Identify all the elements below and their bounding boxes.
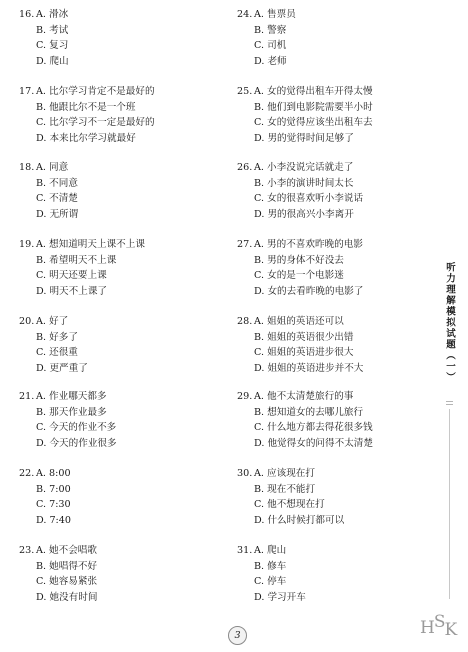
option-text: C. 女的是一个电影迷 <box>254 270 344 282</box>
question-number: 26. <box>237 162 253 173</box>
answer-option <box>237 54 437 70</box>
option-text: D. 男的觉得时间足够了 <box>254 132 354 144</box>
answer-option <box>237 207 437 223</box>
option-text: D. 什么时候打都可以 <box>254 514 345 526</box>
question-item <box>19 7 219 69</box>
question-item <box>237 389 437 451</box>
side-rule-line <box>449 409 450 599</box>
answer-option <box>19 543 219 559</box>
answer-option <box>237 405 437 421</box>
answer-option <box>19 84 219 100</box>
option-text: A. 小李没说完话就走了 <box>254 162 354 173</box>
answer-option <box>237 115 437 131</box>
answer-option <box>19 253 219 269</box>
option-text: D. 他觉得女的问得不太清楚 <box>254 437 373 449</box>
question-number: 30. <box>237 468 253 479</box>
option-text: D. 她没有时间 <box>36 591 98 603</box>
answer-option <box>19 345 219 361</box>
option-text: D. 学习开车 <box>254 591 306 603</box>
option-text: A. 滑冰 <box>36 9 69 20</box>
question-number: 31. <box>237 545 253 556</box>
hsk-logo: HSK <box>420 612 457 640</box>
option-text: B. 现在不能打 <box>254 483 316 495</box>
option-text: C. 司机 <box>254 40 287 52</box>
option-text: D. 爬山 <box>36 55 69 67</box>
answer-option <box>237 38 437 54</box>
question-number: 25. <box>237 86 253 97</box>
title-rule <box>446 401 453 402</box>
option-text: C. 女的很喜欢听小李说话 <box>254 193 364 205</box>
answer-option <box>237 466 437 482</box>
option-text: A. 好了 <box>36 316 69 327</box>
answer-option <box>237 513 437 529</box>
option-text: A. 想知道明天上课不上课 <box>36 239 145 250</box>
question-item <box>19 237 219 299</box>
option-text: A. 他不太清楚旅行的事 <box>254 391 354 402</box>
option-text: B. 那天作业最多 <box>36 406 107 418</box>
option-text: A. 爬山 <box>254 545 287 556</box>
option-text: A. 8:00 <box>36 468 71 479</box>
answer-option <box>237 84 437 100</box>
answer-option <box>237 268 437 284</box>
page-number: 3 <box>228 626 247 645</box>
option-text: A. 姐姐的英语还可以 <box>254 316 344 327</box>
answer-option <box>19 314 219 330</box>
answer-option <box>19 420 219 436</box>
question-item <box>237 7 437 69</box>
option-text: A. 作业哪天都多 <box>36 391 107 402</box>
answer-option <box>237 131 437 147</box>
question-number: 22. <box>19 468 35 479</box>
answer-option <box>237 191 437 207</box>
option-text: B. 好多了 <box>36 331 78 343</box>
option-text: D. 男的很高兴小李离开 <box>254 208 354 220</box>
answer-option <box>237 7 437 23</box>
question-number: 18. <box>19 162 35 173</box>
option-text: B. 警察 <box>254 24 287 36</box>
option-text: C. 不清楚 <box>36 193 78 205</box>
question-item <box>237 237 437 299</box>
answer-option <box>237 284 437 300</box>
title-rule <box>446 404 453 405</box>
option-text: C. 比尔学习不一定是最好的 <box>36 117 155 129</box>
question-item <box>19 314 219 376</box>
question-item <box>237 84 437 146</box>
answer-option <box>237 237 437 253</box>
option-text: A. 同意 <box>36 162 69 173</box>
option-text: B. 姐姐的英语很少出错 <box>254 331 354 343</box>
answer-option <box>237 590 437 606</box>
option-text: C. 姐姐的英语进步很大 <box>254 347 354 359</box>
answer-option <box>19 176 219 192</box>
answer-option <box>19 590 219 606</box>
question-number: 21. <box>19 391 35 402</box>
answer-option <box>19 389 219 405</box>
question-item <box>19 160 219 222</box>
question-number: 20. <box>19 316 35 327</box>
answer-option <box>237 100 437 116</box>
question-number: 23. <box>19 545 35 556</box>
question-item <box>19 543 219 605</box>
option-text: C. 7:30 <box>36 499 71 511</box>
answer-option <box>237 482 437 498</box>
option-text: A. 比尔学习肯定不是最好的 <box>36 86 155 97</box>
option-text: D. 姐姐的英语进步并不大 <box>254 362 364 374</box>
option-text: D. 老师 <box>254 55 287 67</box>
answer-option <box>19 7 219 23</box>
option-text: C. 还很重 <box>36 347 78 359</box>
answer-option <box>19 38 219 54</box>
answer-option <box>237 420 437 436</box>
answer-option <box>19 131 219 147</box>
option-text: D. 今天的作业很多 <box>36 437 117 449</box>
option-text: B. 他跟比尔不是一个班 <box>36 101 136 113</box>
answer-option <box>19 237 219 253</box>
option-text: B. 不同意 <box>36 177 78 189</box>
answer-option <box>237 543 437 559</box>
option-text: C. 停车 <box>254 576 287 588</box>
question-item <box>237 160 437 222</box>
option-text: B. 考试 <box>36 24 69 36</box>
answer-option <box>237 559 437 575</box>
answer-option <box>237 330 437 346</box>
question-number: 16. <box>19 9 35 20</box>
answer-option <box>19 100 219 116</box>
option-text: A. 她不会唱歌 <box>36 545 97 556</box>
option-text: B. 希望明天不上课 <box>36 254 117 266</box>
answer-option <box>237 389 437 405</box>
option-text: A. 女的觉得出租车开得太慢 <box>254 86 373 97</box>
option-text: D. 女的去看昨晚的电影了 <box>254 285 364 297</box>
answer-option <box>237 253 437 269</box>
answer-option <box>237 23 437 39</box>
option-text: D. 本来比尔学习就最好 <box>36 132 136 144</box>
answer-option <box>19 513 219 529</box>
answer-option <box>19 115 219 131</box>
question-item <box>237 466 437 528</box>
answer-option <box>19 361 219 377</box>
option-text: A. 应该现在打 <box>254 468 315 479</box>
answer-option <box>237 345 437 361</box>
question-number: 28. <box>237 316 253 327</box>
answer-option <box>19 330 219 346</box>
answer-option <box>19 405 219 421</box>
question-item <box>19 389 219 451</box>
option-text: D. 更严重了 <box>36 362 88 374</box>
option-text: B. 想知道女的去哪儿旅行 <box>254 406 364 418</box>
answer-option <box>19 497 219 513</box>
answer-option <box>19 466 219 482</box>
option-text: B. 男的身体不好没去 <box>254 254 344 266</box>
answer-option <box>237 160 437 176</box>
option-text: D. 7:40 <box>36 514 71 526</box>
question-number: 24. <box>237 9 253 20</box>
question-number: 27. <box>237 239 253 250</box>
option-text: B. 小李的演讲时间太长 <box>254 177 354 189</box>
answer-option <box>19 23 219 39</box>
option-text: C. 明天还要上课 <box>36 270 107 282</box>
question-item <box>19 84 219 146</box>
answer-option <box>19 436 219 452</box>
option-text: C. 他不想现在打 <box>254 499 325 511</box>
option-text: A. 售票员 <box>254 9 296 20</box>
answer-option <box>19 191 219 207</box>
option-text: B. 他们到电影院需要半小时 <box>254 101 373 113</box>
option-text: C. 什么地方都去得花很多钱 <box>254 422 373 434</box>
question-item <box>237 314 437 376</box>
option-text: C. 今天的作业不多 <box>36 422 117 434</box>
answer-option <box>19 284 219 300</box>
answer-option <box>19 268 219 284</box>
option-text: B. 修车 <box>254 560 287 572</box>
answer-option <box>19 54 219 70</box>
option-text: D. 无所谓 <box>36 208 79 220</box>
answer-option <box>237 176 437 192</box>
question-number: 17. <box>19 86 35 97</box>
question-number: 19. <box>19 239 35 250</box>
question-number: 29. <box>237 391 253 402</box>
option-text: B. 她唱得不好 <box>36 560 98 572</box>
answer-option <box>19 160 219 176</box>
answer-option <box>19 574 219 590</box>
answer-option <box>237 361 437 377</box>
question-item <box>19 466 219 528</box>
option-text: C. 她容易紧张 <box>36 576 98 588</box>
answer-option <box>237 574 437 590</box>
option-text: A. 男的不喜欢昨晚的电影 <box>254 239 363 250</box>
option-text: D. 明天不上课了 <box>36 285 108 297</box>
option-text: C. 女的觉得应该坐出租车去 <box>254 117 373 129</box>
answer-option <box>19 559 219 575</box>
answer-option <box>19 207 219 223</box>
answer-option <box>237 497 437 513</box>
answer-option <box>237 314 437 330</box>
option-text: B. 7:00 <box>36 483 71 495</box>
answer-option <box>237 436 437 452</box>
section-title: 听力理解模拟试题（一） <box>444 262 455 383</box>
option-text: C. 复习 <box>36 40 69 52</box>
question-item <box>237 543 437 605</box>
answer-option <box>19 482 219 498</box>
